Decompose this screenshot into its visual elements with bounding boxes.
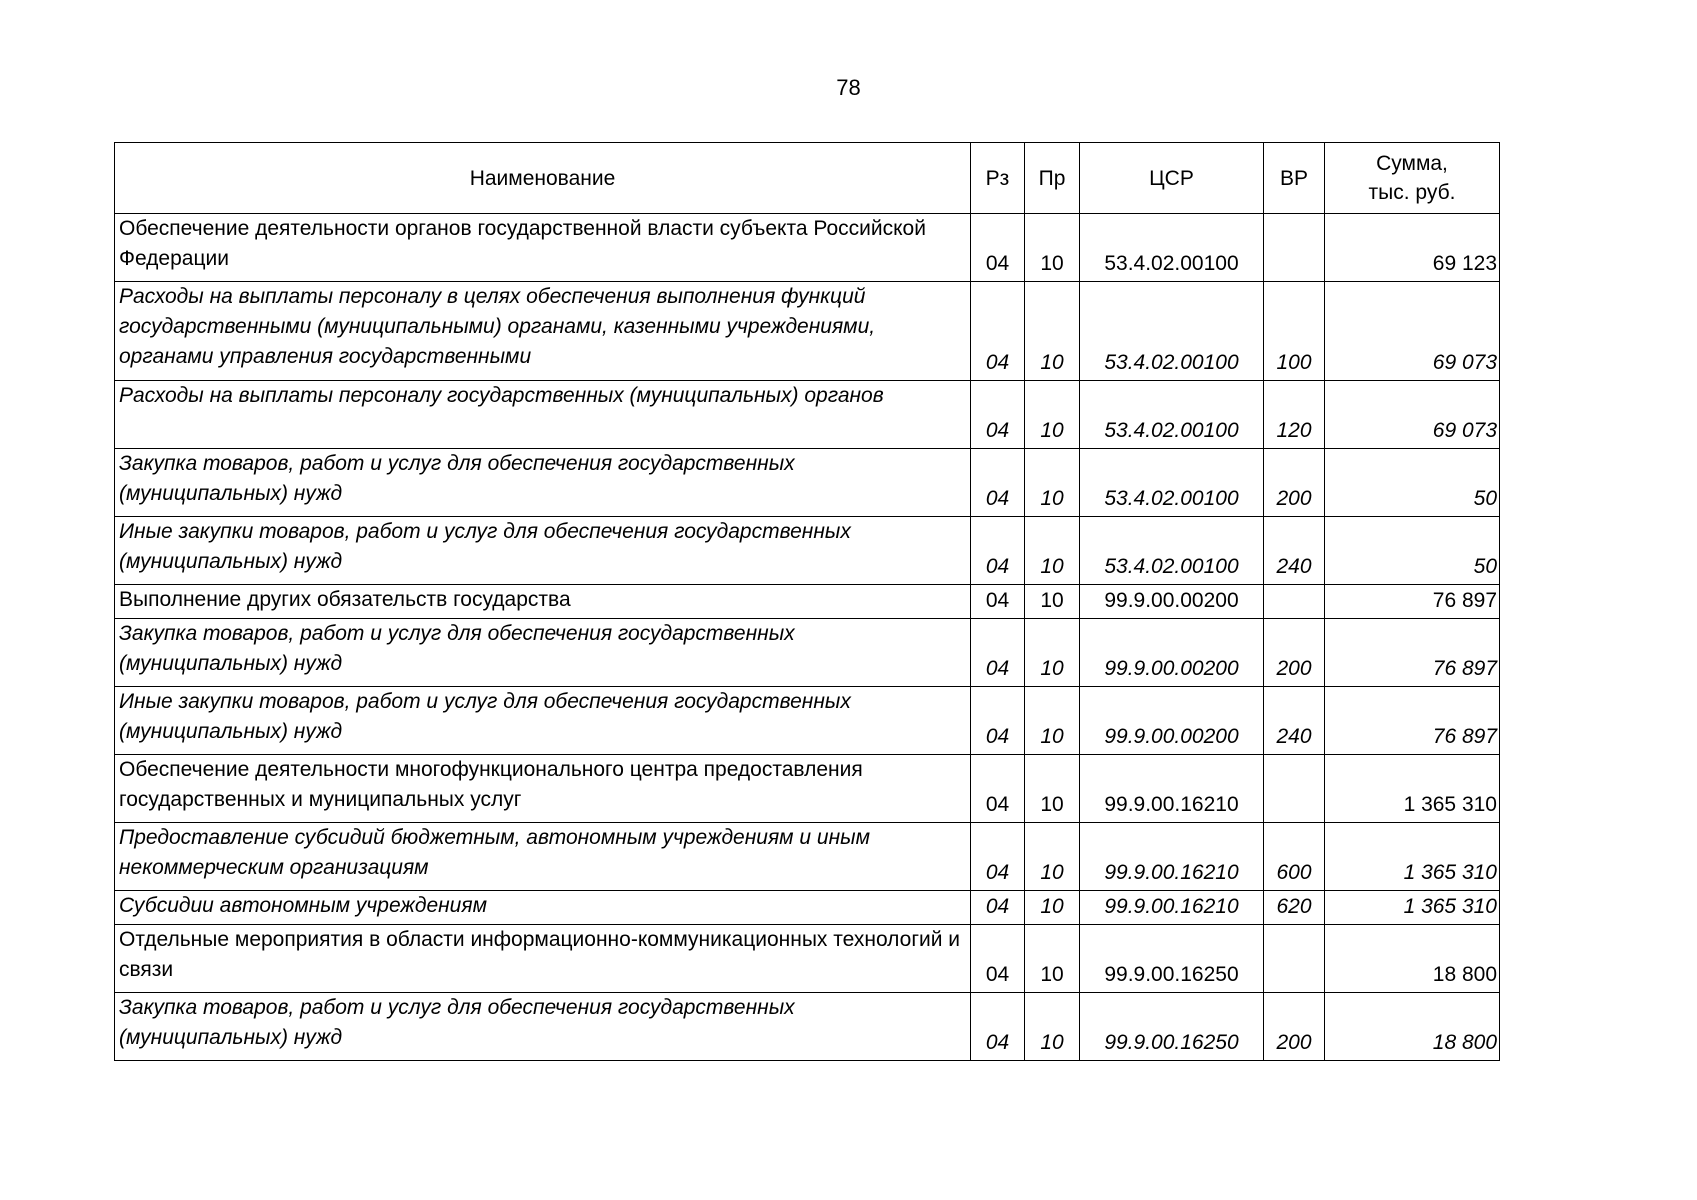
cell-rz: 04 — [971, 993, 1025, 1061]
cell-rz: 04 — [971, 823, 1025, 891]
cell-name: Иные закупки товаров, работ и услуг для обеспечения государственных (муниципальных) нужд — [115, 517, 971, 585]
cell-csr: 99.9.00.16250 — [1080, 993, 1264, 1061]
cell-name: Закупка товаров, работ и услуг для обеспечения государственных (муниципальных) нужд — [115, 619, 971, 687]
cell-csr: 99.9.00.16210 — [1080, 891, 1264, 925]
cell-vr: 100 — [1264, 282, 1325, 381]
table-row — [115, 687, 1500, 755]
cell-vr — [1264, 925, 1325, 993]
cell-sum: 76 897 — [1325, 687, 1500, 755]
cell-sum: 69 073 — [1325, 381, 1500, 449]
cell-pr: 10 — [1025, 585, 1080, 619]
cell-csr: 99.9.00.00200 — [1080, 585, 1264, 619]
cell-rz: 04 — [971, 282, 1025, 381]
cell-pr: 10 — [1025, 449, 1080, 517]
table-row — [115, 282, 1500, 381]
table-row — [115, 381, 1500, 449]
header-sum-line2: тыс. руб. — [1368, 181, 1456, 204]
cell-name: Обеспечение деятельности многофункционального центра предоставления государственных и муниципальных услуг — [115, 755, 971, 823]
cell-vr: 240 — [1264, 687, 1325, 755]
cell-csr: 99.9.00.16210 — [1080, 755, 1264, 823]
table-row — [115, 585, 1500, 619]
cell-pr: 10 — [1025, 823, 1080, 891]
cell-vr: 600 — [1264, 823, 1325, 891]
header-name: Наименование — [115, 143, 971, 214]
header-csr: ЦСР — [1080, 143, 1264, 214]
header-sum-line1: Сумма, — [1376, 152, 1448, 175]
cell-csr: 53.4.02.00100 — [1080, 517, 1264, 585]
table-row — [115, 925, 1500, 993]
cell-sum: 18 800 — [1325, 925, 1500, 993]
cell-rz: 04 — [971, 891, 1025, 925]
cell-rz: 04 — [971, 925, 1025, 993]
cell-csr: 99.9.00.00200 — [1080, 619, 1264, 687]
cell-name: Обеспечение деятельности органов государственной власти субъекта Российской Федерации — [115, 214, 971, 282]
cell-sum: 76 897 — [1325, 619, 1500, 687]
table-row — [115, 823, 1500, 891]
cell-rz: 04 — [971, 687, 1025, 755]
cell-name: Субсидии автономным учреждениям — [115, 891, 971, 925]
cell-pr: 10 — [1025, 925, 1080, 993]
header-rz: Рз — [971, 143, 1025, 214]
cell-sum: 76 897 — [1325, 585, 1500, 619]
cell-name: Выполнение других обязательств государства — [115, 585, 971, 619]
cell-name: Иные закупки товаров, работ и услуг для обеспечения государственных (муниципальных) нужд — [115, 687, 971, 755]
cell-rz: 04 — [971, 585, 1025, 619]
cell-vr — [1264, 755, 1325, 823]
header-vr: ВР — [1264, 143, 1325, 214]
cell-rz: 04 — [971, 214, 1025, 282]
cell-vr: 240 — [1264, 517, 1325, 585]
cell-pr: 10 — [1025, 755, 1080, 823]
table-row — [115, 891, 1500, 925]
header-sum — [1325, 143, 1500, 214]
cell-sum: 69 123 — [1325, 214, 1500, 282]
cell-csr: 53.4.02.00100 — [1080, 214, 1264, 282]
cell-pr: 10 — [1025, 381, 1080, 449]
page-number: 78 — [836, 75, 861, 100]
cell-pr: 10 — [1025, 517, 1080, 585]
cell-csr: 99.9.00.00200 — [1080, 687, 1264, 755]
cell-vr: 120 — [1264, 381, 1325, 449]
cell-name: Предоставление субсидий бюджетным, автономным учреждениям и иным некоммерческим организациям — [115, 823, 971, 891]
cell-rz: 04 — [971, 381, 1025, 449]
cell-csr: 99.9.00.16210 — [1080, 823, 1264, 891]
cell-csr: 53.4.02.00100 — [1080, 449, 1264, 517]
cell-sum: 1 365 310 — [1325, 755, 1500, 823]
cell-rz: 04 — [971, 755, 1025, 823]
table-row — [115, 993, 1500, 1061]
table-row — [115, 517, 1500, 585]
cell-sum: 1 365 310 — [1325, 891, 1500, 925]
cell-rz: 04 — [971, 517, 1025, 585]
table-row — [115, 449, 1500, 517]
cell-csr: 99.9.00.16250 — [1080, 925, 1264, 993]
header-pr: Пр — [1025, 143, 1080, 214]
cell-pr: 10 — [1025, 993, 1080, 1061]
cell-name: Расходы на выплаты персоналу в целях обеспечения выполнения функций государственными (муниципальными) органами, казенными учреждениями, органами управления государственными — [115, 282, 971, 381]
table-row — [115, 619, 1500, 687]
cell-sum: 50 — [1325, 449, 1500, 517]
table-row — [115, 755, 1500, 823]
cell-name: Расходы на выплаты персоналу государственных (муниципальных) органов — [115, 381, 971, 449]
cell-csr: 53.4.02.00100 — [1080, 282, 1264, 381]
cell-pr: 10 — [1025, 214, 1080, 282]
budget-table — [114, 142, 1500, 1061]
cell-vr — [1264, 214, 1325, 282]
cell-name: Отдельные мероприятия в области информационно-коммуникационных технологий и связи — [115, 925, 971, 993]
cell-pr: 10 — [1025, 891, 1080, 925]
cell-vr — [1264, 585, 1325, 619]
cell-sum: 69 073 — [1325, 282, 1500, 381]
cell-sum: 1 365 310 — [1325, 823, 1500, 891]
cell-name: Закупка товаров, работ и услуг для обеспечения государственных (муниципальных) нужд — [115, 449, 971, 517]
table-header-row — [115, 143, 1500, 214]
cell-pr: 10 — [1025, 619, 1080, 687]
table-row — [115, 214, 1500, 282]
cell-pr: 10 — [1025, 687, 1080, 755]
cell-pr: 10 — [1025, 282, 1080, 381]
cell-rz: 04 — [971, 619, 1025, 687]
cell-vr: 200 — [1264, 993, 1325, 1061]
cell-vr: 620 — [1264, 891, 1325, 925]
cell-sum: 18 800 — [1325, 993, 1500, 1061]
cell-csr: 53.4.02.00100 — [1080, 381, 1264, 449]
cell-vr: 200 — [1264, 449, 1325, 517]
cell-vr: 200 — [1264, 619, 1325, 687]
cell-name: Закупка товаров, работ и услуг для обеспечения государственных (муниципальных) нужд — [115, 993, 971, 1061]
cell-rz: 04 — [971, 449, 1025, 517]
cell-sum: 50 — [1325, 517, 1500, 585]
